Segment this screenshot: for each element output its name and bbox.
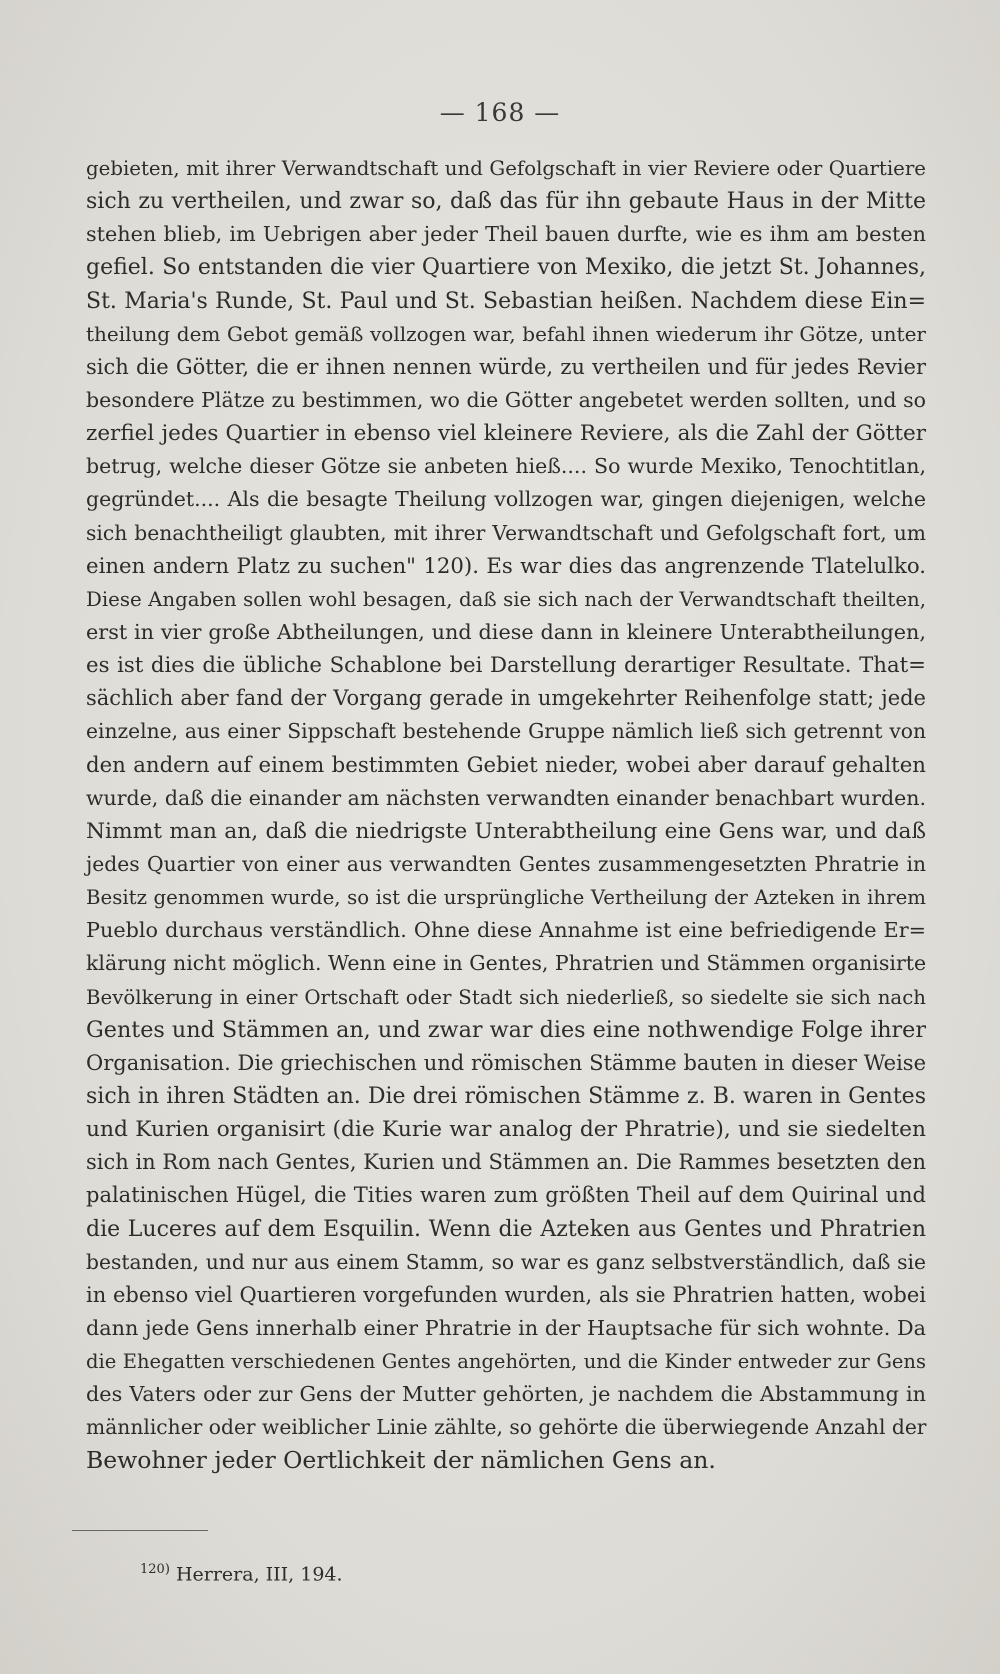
text-line: Besitz genommen wurde, so ist die ursprüngliche Vertheilung der Azteken in ihrem (86, 886, 926, 910)
text-line: des Vaters oder zur Gens der Mutter gehörten, je nachdem die Abstammung in (86, 1382, 926, 1407)
text-line: besondere Plätze zu bestimmen, wo die Götter angebetet werden sollten, und so (86, 387, 926, 412)
text-line: es ist dies die übliche Schablone bei Darstellung derartiger Resultate. That= (86, 653, 926, 679)
text-line: gegründet.... Als die besagte Theilung vollzogen war, gingen diejenigen, welche (86, 487, 926, 512)
text-line: Diese Angaben sollen wohl besagen, daß sie sich nach der Verwandtschaft theilten, (86, 587, 926, 611)
text-line: Pueblo durchaus verständlich. Ohne diese Annahme ist eine befriedigende Er= (86, 918, 926, 943)
text-line: gebieten, mit ihrer Verwandtschaft und Gefolgschaft in vier Reviere oder Quartiere (86, 157, 926, 180)
text-line: dann jede Gens innerhalb einer Phratrie in der Hauptsache für sich wohnte. Da (86, 1315, 926, 1340)
text-line: betrug, welche dieser Götze sie anbeten hieß.... So wurde Mexiko, Tenochtitlan, (86, 454, 926, 479)
text-line: erst in vier große Abtheilungen, und diese dann in kleinere Unterabtheilungen, (86, 619, 926, 644)
text-line: jedes Quartier von einer aus verwandten Gentes zusammengesetzten Phratrie in (86, 851, 926, 876)
footnote-text: Herrera, III, 194. (175, 1563, 343, 1586)
text-line: männlicher oder weiblicher Linie zählte, so gehörte die überwiegende Anzahl der (86, 1415, 927, 1440)
text-line: zerfiel jedes Quartier in ebenso viel kleinere Reviere, als die Zahl der Götter (86, 421, 926, 447)
text-line: theilung dem Gebot gemäß vollzogen war, befahl ihnen wiederum ihr Götze, unter (86, 321, 926, 346)
text-line: bestanden, und nur aus einem Stamm, so war es ganz selbstverständlich, daß sie (86, 1249, 926, 1274)
text-line: einen andern Platz zu suchen" 120). Es war dies das angrenzende Tlatelulko. (86, 553, 926, 579)
footnote-rule (72, 1530, 208, 1531)
text-line: klärung nicht möglich. Wenn eine in Gentes, Phratrien und Stämmen organisirte (86, 951, 927, 976)
text-line: einzelne, aus einer Sippschaft bestehende Gruppe nämlich ließ sich getrennt von (86, 719, 926, 744)
text-line: palatinischen Hügel, die Tities waren zum größten Theil auf dem Quirinal und (86, 1183, 926, 1208)
text-line: St. Maria's Runde, St. Paul und St. Sebastian heißen. Nachdem diese Ein= (86, 288, 926, 314)
text-line: sich die Götter, die er ihnen nennen würde, zu vertheilen und für jedes Revier (86, 354, 926, 379)
text-line: die Luceres auf dem Esquilin. Wenn die Azteken aus Gentes und Phratrien (86, 1216, 926, 1242)
text-line: sich zu vertheilen, und zwar so, daß das für ihn gebaute Haus in der Mitte (86, 189, 926, 215)
footnote (140, 1562, 343, 1585)
text-line: sich in ihren Städten an. Die drei römischen Stämme z. B. waren in Gentes (86, 1083, 926, 1109)
text-line: stehen blieb, im Uebrigen aber jeder Theil bauen durfte, wie es ihm am besten (86, 222, 926, 247)
text-line: Nimmt man an, daß die niedrigste Unterabtheilung eine Gens war, und daß (86, 818, 926, 844)
footnote-ref: 120) (140, 1562, 170, 1577)
body-text (86, 152, 926, 1478)
text-line: sächlich aber fand der Vorgang gerade in umgekehrter Reihenfolge statt; jede (86, 686, 926, 711)
text-line: sich benachtheiligt glaubten, mit ihrer Verwandtschaft und Gefolgschaft fort, um (86, 520, 926, 545)
text-line: in ebenso viel Quartieren vorgefunden wurden, als sie Phratrien hatten, wobei (86, 1282, 926, 1307)
text-line: Organisation. Die griechischen und römischen Stämme bauten in dieser Weise (86, 1050, 926, 1075)
text-line: Bewohner jeder Oertlichkeit der nämlichen Gens an. (86, 1446, 716, 1475)
text-line: wurde, daß die einander am nächsten verwandten einander benachbart wurden. (86, 785, 926, 810)
text-line: sich in Rom nach Gentes, Kurien und Stämmen an. Die Rammes besetzten den (86, 1150, 926, 1175)
text-line: gefiel. So entstanden die vier Quartiere von Mexiko, die jetzt St. Johannes, (86, 255, 926, 281)
text-line: Gentes und Stämmen an, und zwar war dies eine nothwendige Folge ihrer (86, 1016, 926, 1043)
text-line: Bevölkerung in einer Ortschaft oder Stadt sich niederließ, so siedelte sie sich nach (86, 985, 926, 1009)
page-number: — 168 — (439, 98, 561, 127)
text-line: den andern auf einem bestimmten Gebiet nieder, wobei aber darauf gehalten (86, 752, 926, 778)
text-line: die Ehegatten verschiedenen Gentes angehörten, und die Kinder entweder zur Gens (86, 1350, 926, 1374)
text-line: und Kurien organisirt (die Kurie war analog der Phratrie), und sie siedelten (86, 1117, 926, 1143)
